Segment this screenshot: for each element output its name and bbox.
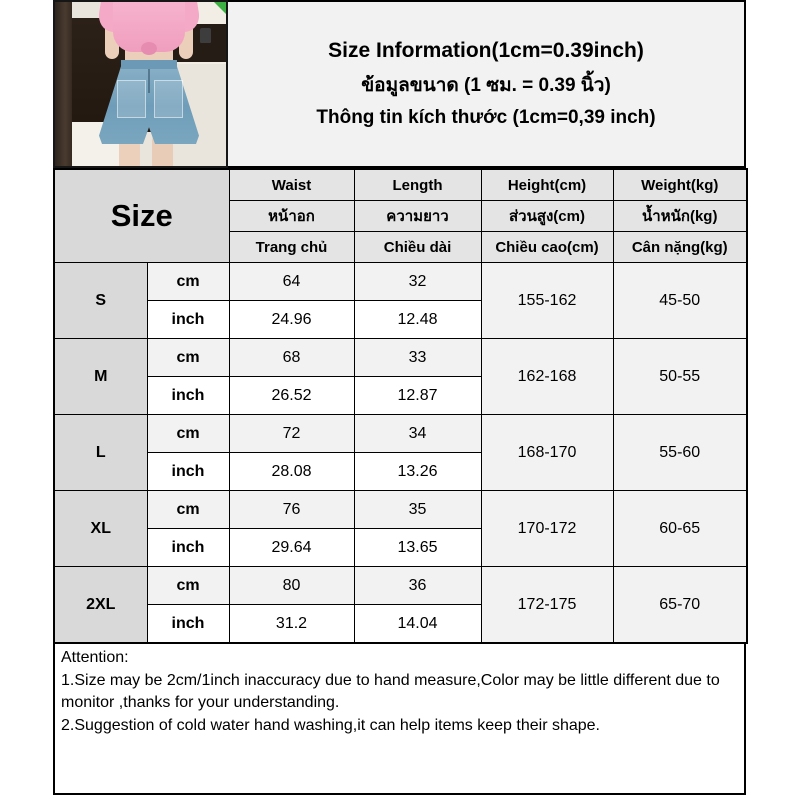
header-weight-th: น้ำหนัก(kg) (613, 201, 747, 232)
shorts-waistband (121, 60, 177, 69)
m-weight: 50-55 (613, 339, 747, 415)
table-row-l-cm (54, 415, 747, 453)
unit-inch: inch (147, 453, 229, 491)
top-section (53, 0, 746, 168)
2xl-weight: 65-70 (613, 567, 747, 644)
unit-inch: inch (147, 301, 229, 339)
m-waist-inch: 26.52 (229, 377, 354, 415)
2xl-height: 172-175 (481, 567, 613, 644)
s-waist-cm: 64 (229, 263, 354, 301)
attention-note-2: 2.Suggestion of cold water hand washing,it can help items keep their shape. (61, 717, 600, 735)
header-weight-en: Weight(kg) (613, 169, 747, 201)
header-length-th: ความยาว (354, 201, 481, 232)
title-english: Size Information(1cm=0.39inch) (328, 39, 644, 62)
header-waist-en: Waist (229, 169, 354, 201)
unit-cm: cm (147, 491, 229, 529)
xl-waist-inch: 29.64 (229, 529, 354, 567)
size-table (53, 168, 748, 644)
title-thai: ข้อมูลขนาด (1 ซม. = 0.39 นิ้ว) (361, 75, 611, 96)
title-vietnamese: Thông tin kích thước (1cm=0,39 inch) (316, 107, 656, 128)
header-waist-vi: Trang chủ (229, 232, 354, 263)
table-row-2xl-cm (54, 567, 747, 605)
product-photo (53, 0, 228, 168)
title-block (228, 0, 746, 168)
header-height-en: Height(cm) (481, 169, 613, 201)
attention-box (53, 644, 746, 795)
size-label-s: S (54, 263, 147, 339)
header-row-english (54, 169, 747, 201)
m-height: 162-168 (481, 339, 613, 415)
s-waist-inch: 24.96 (229, 301, 354, 339)
unit-inch: inch (147, 605, 229, 644)
l-waist-inch: 28.08 (229, 453, 354, 491)
unit-inch: inch (147, 529, 229, 567)
unit-cm: cm (147, 263, 229, 301)
m-length-inch: 12.87 (354, 377, 481, 415)
xl-length-inch: 13.65 (354, 529, 481, 567)
size-label-m: M (54, 339, 147, 415)
xl-length-cm: 35 (354, 491, 481, 529)
photo-cup (200, 28, 211, 43)
photo-wood-panel (55, 2, 72, 166)
xl-waist-cm: 76 (229, 491, 354, 529)
shorts-left-pocket (117, 80, 146, 118)
m-length-cm: 33 (354, 339, 481, 377)
size-label-xl: XL (54, 491, 147, 567)
attention-heading: Attention: (61, 649, 129, 666)
pink-top-knot (141, 42, 157, 55)
s-length-cm: 32 (354, 263, 481, 301)
l-waist-cm: 72 (229, 415, 354, 453)
size-chart-page (53, 0, 746, 795)
xl-weight: 60-65 (613, 491, 747, 567)
s-weight: 45-50 (613, 263, 747, 339)
header-height-vi: Chiều cao(cm) (481, 232, 613, 263)
unit-cm: cm (147, 415, 229, 453)
2xl-length-cm: 36 (354, 567, 481, 605)
2xl-waist-cm: 80 (229, 567, 354, 605)
m-waist-cm: 68 (229, 339, 354, 377)
table-row-xl-cm (54, 491, 747, 529)
unit-cm: cm (147, 567, 229, 605)
s-length-inch: 12.48 (354, 301, 481, 339)
2xl-waist-inch: 31.2 (229, 605, 354, 644)
l-weight: 55-60 (613, 415, 747, 491)
header-length-en: Length (354, 169, 481, 201)
shorts-right-pocket (154, 80, 183, 118)
unit-inch: inch (147, 377, 229, 415)
table-row-s-cm (54, 263, 747, 301)
header-waist-th: หน้าอก (229, 201, 354, 232)
l-length-inch: 13.26 (354, 453, 481, 491)
s-height: 155-162 (481, 263, 613, 339)
2xl-length-inch: 14.04 (354, 605, 481, 644)
shorts-fly-seam (148, 69, 150, 93)
unit-cm: cm (147, 339, 229, 377)
header-length-vi: Chiều dài (354, 232, 481, 263)
l-length-cm: 34 (354, 415, 481, 453)
l-height: 168-170 (481, 415, 613, 491)
table-row-m-cm (54, 339, 747, 377)
header-weight-vi: Cân nặng(kg) (613, 232, 747, 263)
xl-height: 170-172 (481, 491, 613, 567)
size-label-l: L (54, 415, 147, 491)
size-header: Size (54, 169, 229, 263)
size-label-2xl: 2XL (54, 567, 147, 644)
attention-note-1: 1.Size may be 2cm/1inch inaccuracy due to hand measure,Color may be little different due to monitor ,thanks for your understanding. (61, 671, 720, 712)
header-height-th: ส่วนสูง(cm) (481, 201, 613, 232)
green-corner-badge-icon (214, 2, 226, 14)
